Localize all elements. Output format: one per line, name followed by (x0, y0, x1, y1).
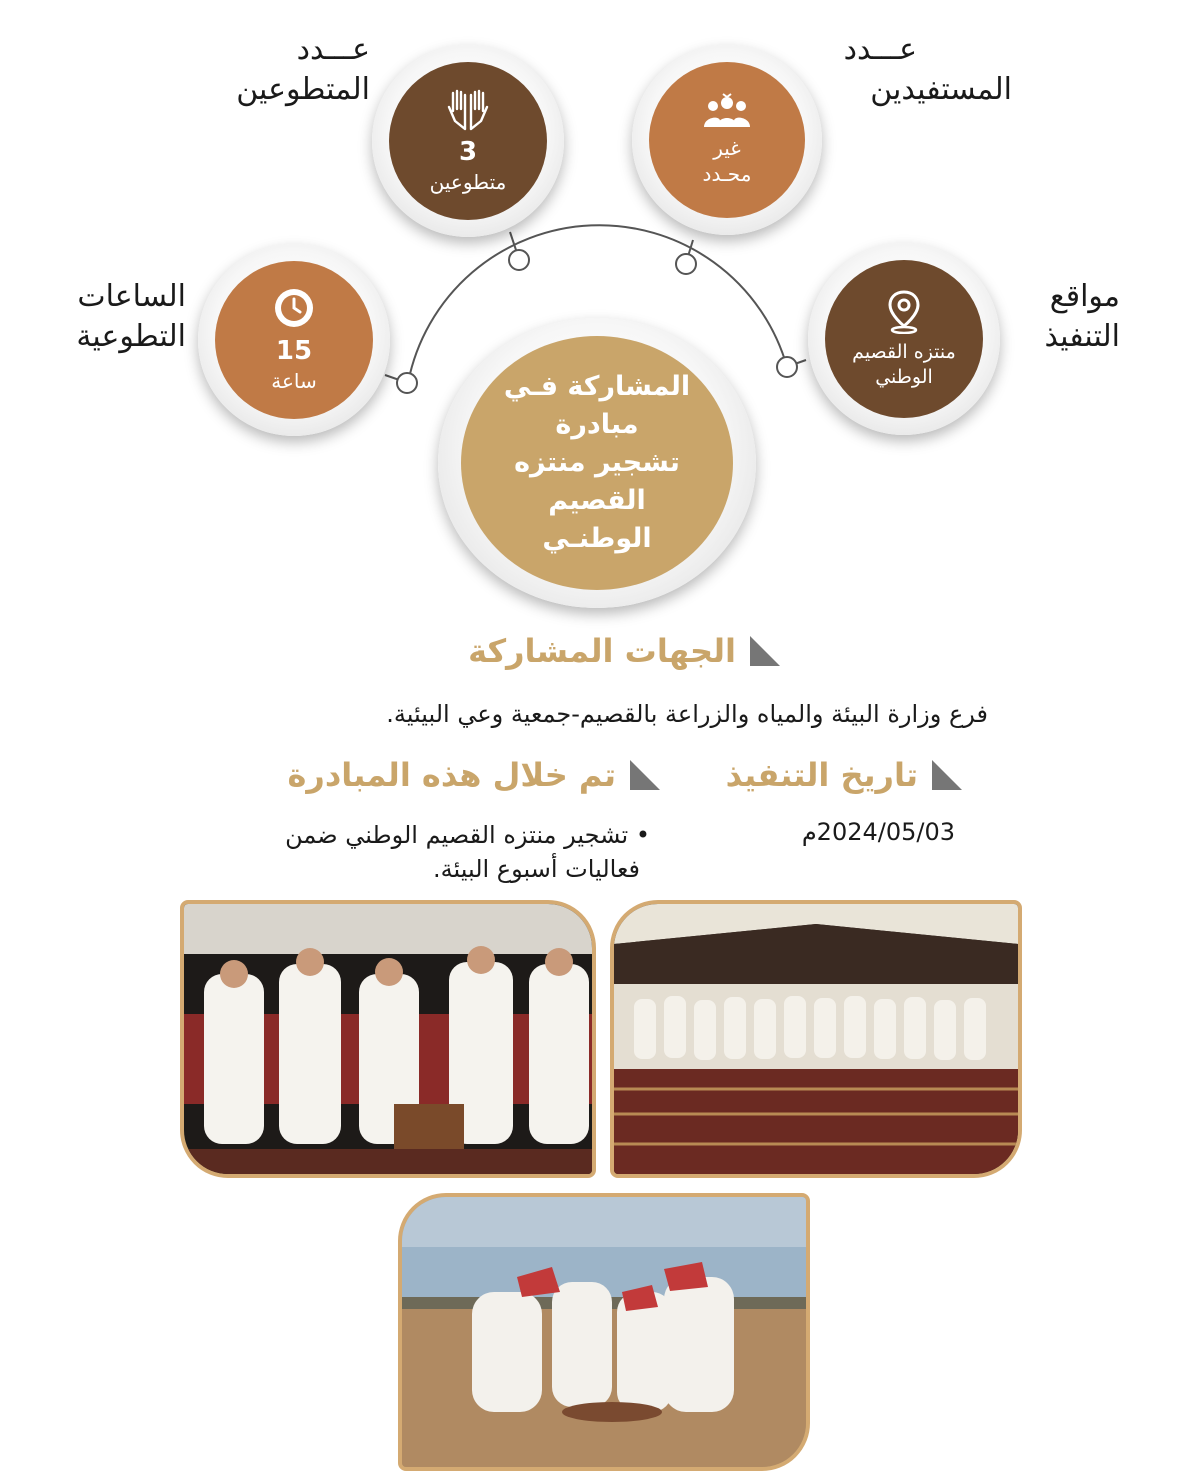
volunteers-label-line2: المتطوعين (236, 72, 370, 107)
raised-hands-icon (445, 87, 491, 131)
volunteers-count: 3 (458, 137, 478, 168)
volunteers-label (190, 30, 370, 110)
beneficiaries-label (800, 30, 1012, 110)
hours-unit: ساعة (271, 368, 317, 393)
photo-tent-group-image (614, 904, 1018, 1174)
partners-text: فرع وزارة البيئة والمياه والزراعة بالقصيم-جمعية وعي البيئية. (386, 700, 988, 728)
map-pin-icon (884, 288, 924, 334)
photo-tree-planting (398, 1193, 810, 1471)
locations-label-line1: مواقع (1049, 279, 1120, 314)
date-value: 2024/05/03م (801, 818, 955, 846)
center-title-line2: تشجير منتزه القصيم (514, 447, 680, 516)
center-title-line1: المشاركة فـي مبادرة (503, 371, 691, 440)
partners-heading (440, 632, 780, 670)
photo-seated-officials (180, 900, 596, 1178)
photo-group-tent (610, 900, 1022, 1178)
beneficiaries-value-line1: غير (713, 136, 741, 160)
beneficiaries-label-line1: عـــدد (843, 32, 917, 67)
center-title-line3: الوطنـي (542, 523, 652, 554)
locations-stat (825, 260, 983, 418)
volunteers-label-line1: عـــدد (296, 32, 370, 67)
achievements-item-line2: فعاليات أسبوع البيئة. (432, 855, 640, 883)
hours-count: 15 (275, 336, 313, 367)
hours-stat (215, 261, 373, 419)
achievements-heading (270, 756, 660, 794)
hours-label (30, 277, 186, 357)
hours-label-line2: التطوعية (76, 319, 186, 354)
beneficiaries-stat (649, 62, 805, 218)
locations-value-line1: منتزه القصيم (852, 341, 956, 364)
date-heading-text: تاريخ التنفيذ (725, 756, 918, 794)
date-heading (700, 756, 962, 794)
volunteers-stat (389, 62, 547, 220)
partners-heading-text: الجهات المشاركة (468, 632, 736, 670)
achievements-item-line1: تشجير منتزه القصيم الوطني ضمن (285, 821, 629, 849)
photo-seated-officials-image (184, 904, 592, 1174)
heading-marker-icon (932, 760, 962, 790)
bullet: • (635, 821, 650, 849)
beneficiaries-value-line2: محـدد (702, 162, 752, 186)
volunteers-unit: متطوعين (429, 169, 507, 194)
achievements-heading-text: تم خلال هذه المبادرة (287, 756, 616, 794)
center-title (461, 336, 733, 590)
heading-marker-icon (750, 636, 780, 666)
beneficiaries-label-line2: المستفيدين (870, 72, 1012, 107)
heading-marker-icon (630, 760, 660, 790)
hours-label-line1: الساعات (77, 279, 186, 314)
achievements-item (150, 818, 650, 886)
photo-tree-planting-image (402, 1197, 806, 1467)
locations-label-line2: التنفيذ (1044, 319, 1120, 354)
clock-icon (272, 286, 316, 330)
locations-value-line2: الوطني (875, 366, 933, 388)
people-group-icon (702, 93, 752, 129)
locations-label (1010, 277, 1120, 357)
